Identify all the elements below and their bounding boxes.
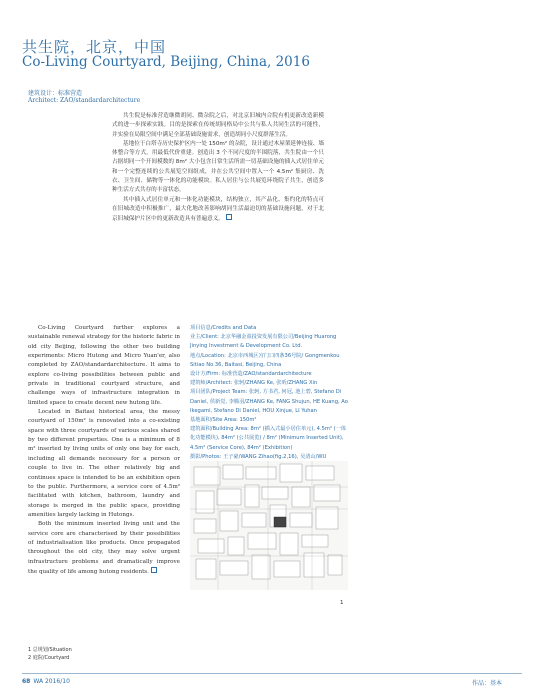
issue-label: WA 2016/10 [33, 678, 70, 685]
section-label: 作品：基本 [472, 680, 503, 687]
zh-paragraph-text: 其中插入式居住单元和一体化功能模块，结构独立，其产品化、集约化的特点可在旧城改造中积极推广，最大化地改善影响胡同生活最迫切的基础设施问题，对于北京旧城保护片区中的更新改造具有普遍意义。 [112, 196, 324, 223]
site-plan-map [190, 461, 348, 590]
credit-location: 地点/Location: 北京市西城区宫门口四条36号院/ Gongmenkou Sitiao No.36, Baitasi, Beijing, China [190, 352, 340, 368]
caption-1: 1 总规划/Situation [28, 647, 72, 653]
page-title-zh: 共生院，北京，中国 [22, 38, 167, 56]
english-body-text [28, 324, 180, 577]
page-title-en: Co-Living Courtyard, Beijing, China, 2016 [22, 54, 310, 70]
en-paragraph-text: Both the minimum inserted living unit and the service core are characterised by their possibilities of industrialisation like products. Once propagated throughout the old city, they may solve urgent infrastructure problems and dramatically improve the quality of life among hutong residents. [28, 521, 180, 575]
zh-paragraph [112, 196, 324, 225]
figure-captions [28, 647, 72, 662]
zh-paragraph: 基地位于白塔寺历史保护区内一处 150m² 的杂院，设计通过木屋架延伸连接、墙体整合等方式，用最低代价重建。创造出 3 个不同尺度的半围院落，共生院由一个只占据胡同一个开间模数的 8m² 大小包含日常生活所需一切基础设施的插入式居住单元和一个完整连续的公共展览空间组成，并在公共空间中置入一个 4.5m² 集厨房、洗衣、卫生间、储物等一体化的功能模块。私人居住与公共展览环绕院子共生，创造多种生活方式共存的丰富状态。 [112, 140, 324, 194]
caption-2: 2 庭院/Courtyard [28, 654, 70, 661]
credits-block [190, 324, 348, 471]
credit-building-area: 建筑面积/Building Area: 8m² (插入式最小居住单元), 4.5m² (一体化功能模块), 84m² (公共展览) / 8m² (Minimum Inserted Unit), 4.5m² (Service Core), 84m² (Exhibition) [190, 426, 347, 451]
en-paragraph [28, 520, 180, 577]
credit-client: 业主/Client: 北京华融金盈投资发展有限公司/Beijing Huarong Jinying Investment & Development Co. Ltd. [190, 334, 337, 350]
credit-architect: 建筑师/Architect: 张轲/ZHANG Ke, 张昕/ZHANG Xin [190, 380, 318, 387]
project-site-marker [274, 517, 286, 527]
footer-divider [22, 673, 522, 674]
page-folio [22, 678, 70, 685]
credit-site-area: 基地面积/Site Area: 150m² [190, 417, 257, 424]
page-number: 68 [22, 678, 31, 685]
architect-en: Architect: ZAO/standardarchitecture [28, 97, 141, 104]
en-paragraph: Located in Baitasi historical area, the messy courtyard of 150m² is renovated into a co-existing space with three courtyards of various scales shared by two different properties. One is a minimum of 8 m² inserted by living units of only one bay for each, including all demands necessary for a person or couple to live in. The other relatively big and continues space is intended to be an exhibition open to the public. Furthermore, a service core of 4.5m² facilitated with kitchen, bathroom, laundry and storage is merged in the public space, providing amenities largely lacking in Hutongs. [28, 409, 180, 518]
zh-paragraph: 共生院是标准营造继微胡同、微杂院之后，对北京旧城内合院有机更新改造新模式的进一步探索实践。目的是探索在传统胡同格局中公共与私人共同生活的可能性，并实验在局限空间中满足全部基础设施需求，创造胡同小尺度群落生活。 [112, 113, 324, 138]
chinese-body-text [112, 112, 324, 225]
credits-heading: 项目信息/Credits and Data [190, 325, 257, 331]
credit-photos: 摄影/Photos: 王子豪/WANG Zihao(fig.2,16), 吴清山/WU [190, 453, 327, 460]
credit-team: 项目团队/Project Team: 张轲, 方书君, 何冠, 池上碧, Stefano Di Daniel, 侯新觉, 李腾羽/ZHANG Ke, FANG Shujun, HE Kuang, Ao Ikegami, Stefano Di Daniel, HOU Xinjue, LI Yuhan [190, 389, 348, 414]
end-mark-icon [226, 214, 232, 220]
architect-zh: 建筑设计：标准营造 [28, 90, 83, 97]
en-paragraph: Co-Living Courtyard further explores a sustainable renewal strategy for the historic fabric in old city Beijing, following the other two building experiments: Micro Hutong and Micro Yuan'er, also completed by ZAO/standardarchitecture. It aims to explore co-living possibilities between public and private in traditional courtyard structure, and challenge ways of infrastructure integration in limited space to create decent new hutong life. [28, 325, 180, 406]
end-mark-icon [151, 567, 157, 573]
figure-number: 1 [340, 600, 344, 606]
credit-firm: 设计方/Firm: 标准营造/ZAO/standardarchitecture [190, 371, 312, 378]
